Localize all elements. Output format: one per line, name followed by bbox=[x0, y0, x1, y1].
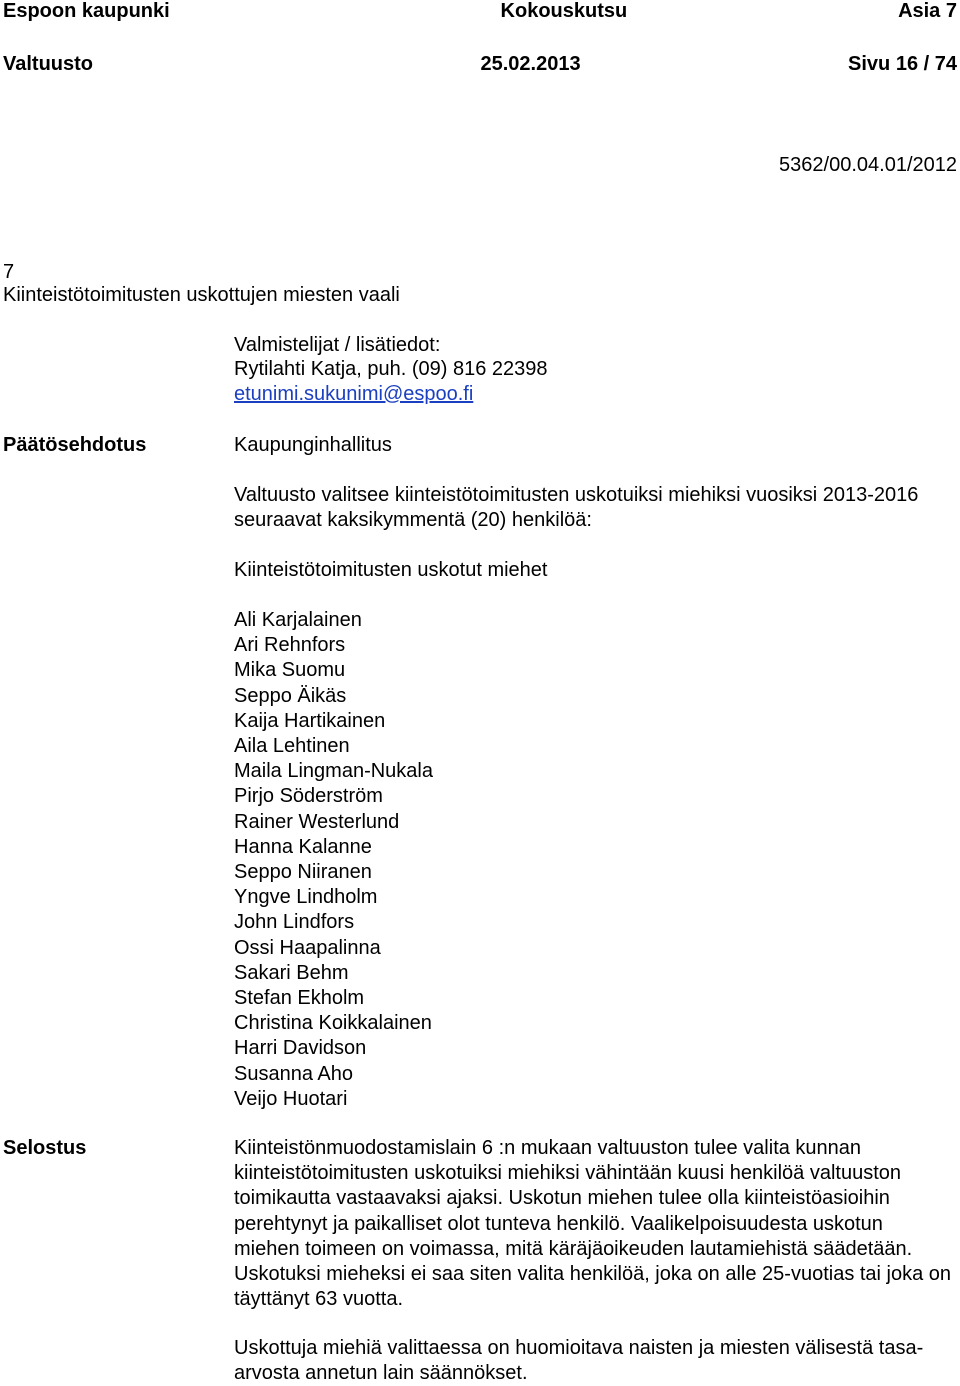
list-item: Harri Davidson bbox=[234, 1037, 367, 1060]
proposal-text: Valtuusto valitsee kiinteistötoimitusten uskotuiksi miehiksi vuosiksi 2013-2016 seuraavat kaksikymmentä (20) henkilöä: bbox=[234, 484, 919, 532]
list-item: Stefan Ekholm bbox=[234, 987, 365, 1010]
list-item: Aila Lehtinen bbox=[234, 735, 350, 758]
preparers-label: Valmistelijat / lisätiedot: bbox=[234, 334, 441, 356]
council-name: Valtuusto bbox=[3, 53, 94, 75]
list-item: Mika Suomu bbox=[234, 659, 346, 682]
item-number: 7 bbox=[3, 261, 15, 283]
list-item: Hanna Kalanne bbox=[234, 835, 372, 858]
agenda-item: Asia 7 bbox=[898, 0, 957, 22]
header-row-2 bbox=[3, 52, 957, 76]
page-number: Sivu 16 / 74 bbox=[848, 53, 957, 75]
list-item: Seppo Niiranen bbox=[234, 861, 372, 884]
names-list bbox=[234, 608, 433, 1112]
list-heading: Kiinteistötoimitusten uskotut miehet bbox=[234, 559, 548, 581]
document-type: Kokouskutsu bbox=[500, 0, 628, 22]
proposal-label: Päätösehdotus bbox=[3, 434, 147, 456]
list-item: Ossi Haapalinna bbox=[234, 936, 381, 959]
list-item: Christina Koikkalainen bbox=[234, 1012, 432, 1035]
proposer: Kaupunginhallitus bbox=[234, 434, 392, 456]
list-item: Veijo Huotari bbox=[234, 1087, 348, 1110]
list-item: Sakari Behm bbox=[234, 961, 349, 984]
list-item: Ali Karjalainen bbox=[234, 609, 362, 631]
item-title: Kiinteistötoimitusten uskottujen miesten vaali bbox=[3, 284, 400, 306]
meeting-date: 25.02.2013 bbox=[480, 53, 581, 75]
list-item: Seppo Äikäs bbox=[234, 684, 347, 707]
list-item: Maila Lingman-Nukala bbox=[234, 760, 433, 783]
list-item: Rainer Westerlund bbox=[234, 810, 400, 833]
explanation-paragraph-2: Uskottuja miehiä valittaessa on huomioitava naisten ja miesten välisestä tasa-arvosta annetun lain säännökset. bbox=[234, 1337, 924, 1385]
email-link[interactable]: etunimi.sukunimi@espoo.fi bbox=[234, 383, 474, 405]
preparers-contact: Rytilahti Katja, puh. (09) 816 22398 bbox=[234, 358, 548, 380]
list-item: Ari Rehnfors bbox=[234, 634, 346, 657]
org-name: Espoon kaupunki bbox=[3, 0, 170, 22]
explanation-label: Selostus bbox=[3, 1137, 87, 1159]
list-item: John Lindfors bbox=[234, 911, 355, 934]
list-item: Kaija Hartikainen bbox=[234, 709, 386, 732]
header-row-1 bbox=[3, 0, 957, 23]
list-item: Yngve Lindholm bbox=[234, 886, 378, 909]
explanation-paragraph-1: Kiinteistönmuodostamislain 6 :n mukaan valtuuston tulee valita kunnan kiinteistötoimitusten uskotuiksi miehiksi vähintään kuusi henkilöä valtuuston toimikautta vastaavaksi ajaksi. Uskotun miehen tulee olla kiinteistöasioihin perehtynyt ja paikalliset olot tunteva henkilö. Vaalikelpoisuudesta uskotun miehen toimeen on voimassa, mitä käräjäoikeuden lautamiehistä säädetään. Uskotuksi mieheksi ei saa siten valita henkilöä, joka on alle 25-vuotias tai joka on täyttänyt 63 vuotta. bbox=[234, 1137, 952, 1311]
list-item: Susanna Aho bbox=[234, 1062, 353, 1085]
list-item: Pirjo Söderström bbox=[234, 785, 383, 808]
reference-number: 5362/00.04.01/2012 bbox=[779, 154, 957, 176]
